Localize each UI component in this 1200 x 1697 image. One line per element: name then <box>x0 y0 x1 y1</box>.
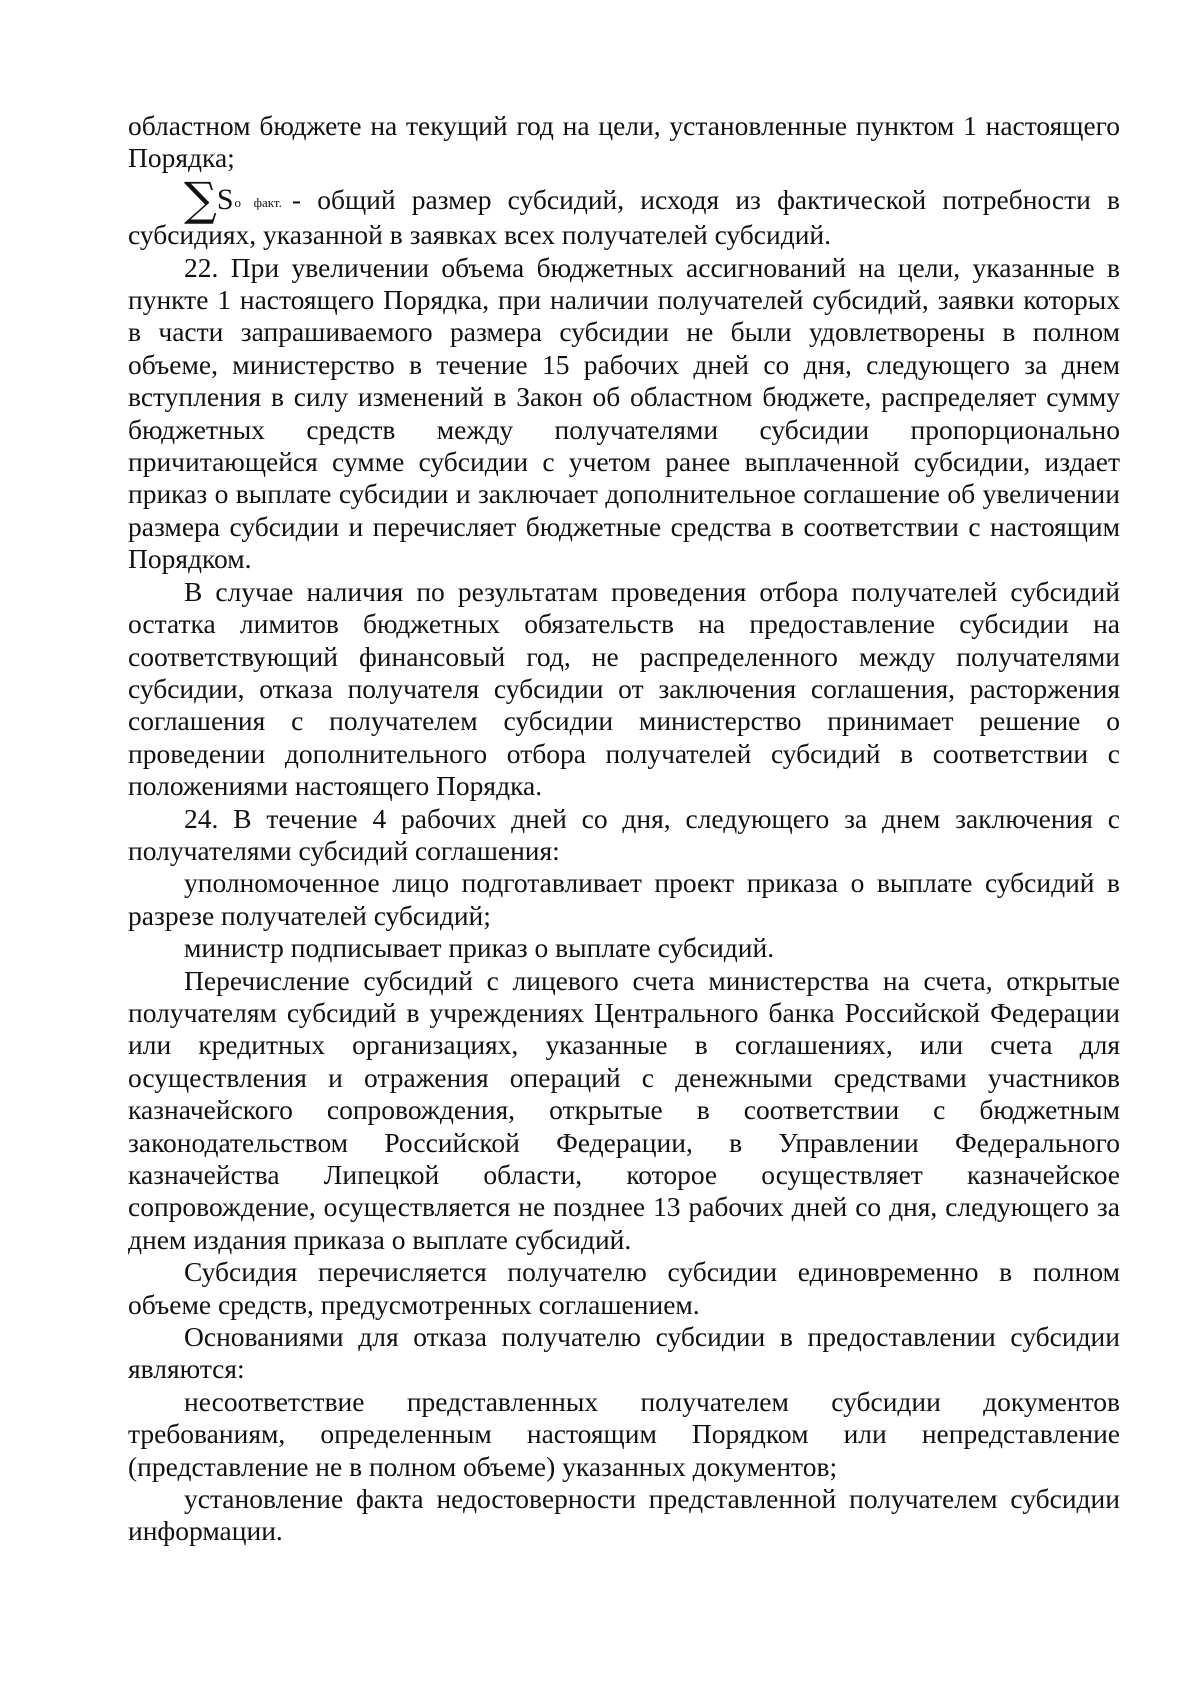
refusal-ground-2: установление факта недостоверности представленной получателем субсидии информации. <box>128 1483 1120 1547</box>
paragraph-22: 22. При увеличении объема бюджетных ассигнований на цели, указанные в пункте 1 настоящего Порядка, при наличии получателей субсидий, заявки которых в части запрашиваемого размера субсидии не были удовлетворены в полном объеме, министерство в течение 15 рабочих дней со дня, следующего за днем вступления в силу изменений в Закон об областном бюджете, распределяет сумму бюджетных средств между получателями субсидии пропорционально причитающейся сумме субсидии с учетом ранее выплаченной субсидии, издает приказ о выплате субсидии и заключает дополнительное соглашение об увеличении размера субсидии и перечисляет бюджетные средства в соответствии с настоящим Порядком. <box>128 251 1120 575</box>
paragraph-continuation: областном бюджете на текущий год на цели, установленные пунктом 1 настоящего Порядка; <box>128 110 1120 174</box>
paragraph-23: В случае наличия по результатам проведения отбора получателей субсидий остатка лимитов бюджетных обязательств на предоставление субсидии на соответствующий финансовый год, не распределенного между получателями субсидии, отказа получателя субсидии от заключения соглашения, расторжения соглашения с получателем субсидии министерство принимает решение о проведении дополнительного отбора получателей субсидий в соответствии с положениями настоящего Порядка. <box>128 575 1120 802</box>
paragraph-lump-sum: Субсидия перечисляется получателю субсидии единовременно в полном объеме средств, предусмотренных соглашением. <box>128 1256 1120 1320</box>
formula-subscript: о факт. <box>234 194 282 210</box>
refusal-ground-1: несоответствие представленных получателем субсидии документов требованиям, определенным настоящим Порядком или непредставление (представление не в полном объеме) указанных документов; <box>128 1385 1120 1482</box>
paragraph-refusal-grounds: Основаниями для отказа получателю субсидии в предоставлении субсидии являются: <box>128 1321 1120 1385</box>
formula-definition <box>128 171 1121 252</box>
sum-symbol: ∑ <box>184 171 217 226</box>
paragraph-transfer: Перечисление субсидий с лицевого счета министерства на счета, открытые получателям субсидий в учреждениях Центрального банка Российской Федерации или кредитных организациях, указанные в соглашениях, или счета для осуществления и отражения операций с денежными средствами участников казначейского сопровождения, открытые в соответствии с бюджетным законодательством Российской Федерации, в Управлении Федерального казначейства Липецкой области, которое осуществляет казначейское сопровождение, осуществляется не позднее 13 рабочих дней со дня, следующего за днем издания приказа о выплате субсидий. <box>128 964 1120 1255</box>
paragraph-24-item-1: уполномоченное лицо подготавливает проект приказа о выплате субсидий в разрезе получателей субсидий; <box>128 867 1120 931</box>
document-page <box>128 110 1120 1548</box>
formula-variable: S <box>216 182 234 216</box>
formula-description: - общий размер субсидий, исходя из фактической потребности в субсидиях, указанной в заявках всех получателей субсидий. <box>128 183 1121 251</box>
paragraph-24-item-2: министр подписывает приказ о выплате субсидий. <box>184 932 775 964</box>
paragraph-24: 24. В течение 4 рабочих дней со дня, следующего за днем заключения с получателями субсидий соглашения: <box>128 802 1120 866</box>
